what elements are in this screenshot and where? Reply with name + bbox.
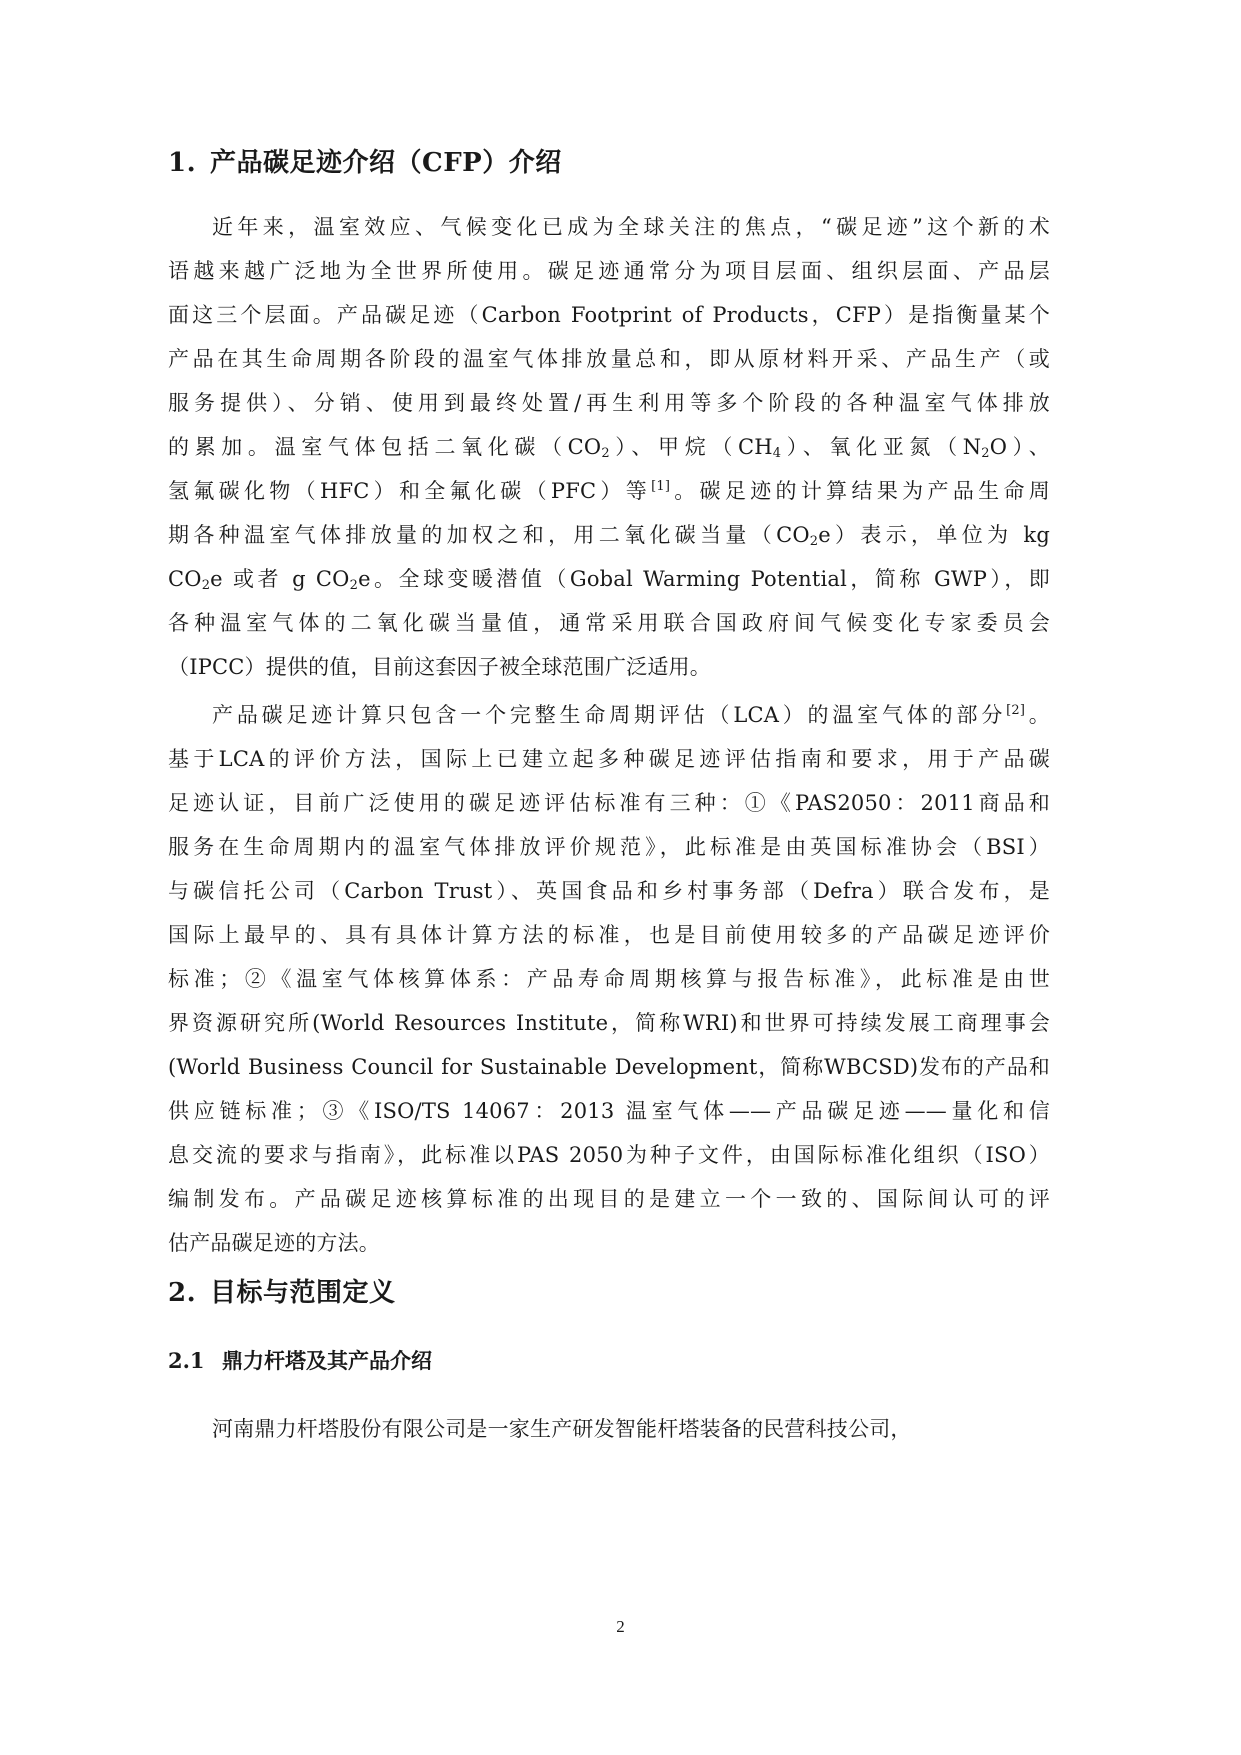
paragraph-line: 估产品碳足迹的方法。 xyxy=(168,1231,380,1255)
section-1-heading xyxy=(168,146,562,180)
section-1-number: 1. xyxy=(168,148,197,178)
section-2-title: 目标与范围定义 xyxy=(210,1278,396,1308)
section-2-heading xyxy=(168,1276,396,1310)
subsection-2-1-heading xyxy=(168,1346,432,1376)
paragraph-line: （IPCC）提供的值，目前这套因子被全球范围广泛适用。 xyxy=(168,655,711,679)
paragraph-line: 编制发布。产品碳足迹核算标准的出现目的是建立一个一致的、国际间认可的评 xyxy=(168,1187,1050,1211)
paragraph-line: 息交流的要求与指南》，此标准以PAS 2050为种子文件，由国际标准化组织（ISO） xyxy=(168,1143,1050,1167)
citation-ref[interactable]: [1] xyxy=(651,479,671,494)
paragraph-line: 近年来，温室效应、气候变化已成为全球关注的焦点，“碳足迹”这个新的术 xyxy=(212,215,1050,239)
section-1-title: 产品碳足迹介绍（CFP）介绍 xyxy=(210,148,562,178)
paragraph-line: 产品碳足迹计算只包含一个完整生命周期评估（LCA）的温室气体的部分[2]。 xyxy=(212,703,1050,727)
paragraph-line: 服务提供）、分销、使用到最终处置/再生利用等多个阶段的各种温室气体排放 xyxy=(168,391,1050,415)
subsection-2-1-title: 鼎力杆塔及其产品介绍 xyxy=(222,1348,432,1373)
paragraph-line: 的累加。温室气体包括二氧化碳$(CO_2)$、甲烷$(CH_4)$、氧化亚氮$(N_2O)$、 xyxy=(168,435,1050,461)
subsection-2-1-number: 2.1 xyxy=(168,1348,205,1373)
citation-ref[interactable]: [2] xyxy=(1006,703,1026,718)
paragraph-line: 语越来越广泛地为全世界所使用。碳足迹通常分为项目层面、组织层面、产品层 xyxy=(168,259,1050,283)
paragraph-line: 标准；②《温室气体核算体系：产品寿命周期核算与报告标准》，此标准是由世 xyxy=(168,967,1050,991)
paragraph-line: 氢氟碳化物（HFC）和全氟化碳（PFC）等[1]。碳足迹的计算结果为产品生命周 xyxy=(168,479,1050,503)
page-number: 2 xyxy=(616,1617,625,1636)
paragraph-line: 服务在生命周期内的温室气体排放评价规范》，此标准是由英国标准协会（BSI） xyxy=(168,835,1050,859)
paragraph-line: 国际上最早的、具有具体计算方法的标准，也是目前使用较多的产品碳足迹评价 xyxy=(168,923,1050,947)
paragraph-line: 基于LCA的评价方法，国际上已建立起多种碳足迹评估指南和要求，用于产品碳 xyxy=(168,747,1050,771)
paragraph-line: $CO_2e$ 或者 g $CO_2e$。全球变暖潜值（Gobal Warming Potential，简称 GWP），即 xyxy=(168,567,1051,593)
paragraph-line: 面这三个层面。产品碳足迹（Carbon Footprint of Products，CFP）是指衡量某个 xyxy=(168,303,1050,327)
paragraph-line: 产品在其生命周期各阶段的温室气体排放量总和，即从原材料开采、产品生产（或 xyxy=(168,347,1050,371)
paragraph-line: 足迹认证，目前广泛使用的碳足迹评估标准有三种：①《PAS2050：2011商品和 xyxy=(168,791,1050,815)
paragraph-line: 界资源研究所(World Resources Institute，简称WRI)和世界可持续发展工商理事会 xyxy=(168,1011,1050,1035)
section-2-number: 2. xyxy=(168,1278,197,1308)
paragraph-line: 与碳信托公司（Carbon Trust）、英国食品和乡村事务部（Defra）联合发布，是 xyxy=(168,879,1050,903)
paragraph-line: 河南鼎力杆塔股份有限公司是一家生产研发智能杆塔装备的民营科技公司， xyxy=(212,1417,912,1441)
paragraph-line: 期各种温室气体排放量的加权之和，用二氧化碳当量$(CO_2e)$表示，单位为 kg xyxy=(168,523,1050,549)
paragraph-line: 各种温室气体的二氧化碳当量值，通常采用联合国政府间气候变化专家委员会 xyxy=(168,611,1050,635)
paragraph-line: (World Business Council for Sustainable Development，简称WBCSD)发布的产品和 xyxy=(168,1055,1050,1079)
paragraph-line: 供应链标准；③《ISO/TS 14067：2013 温室气体——产品碳足迹——量化和信 xyxy=(168,1099,1050,1123)
